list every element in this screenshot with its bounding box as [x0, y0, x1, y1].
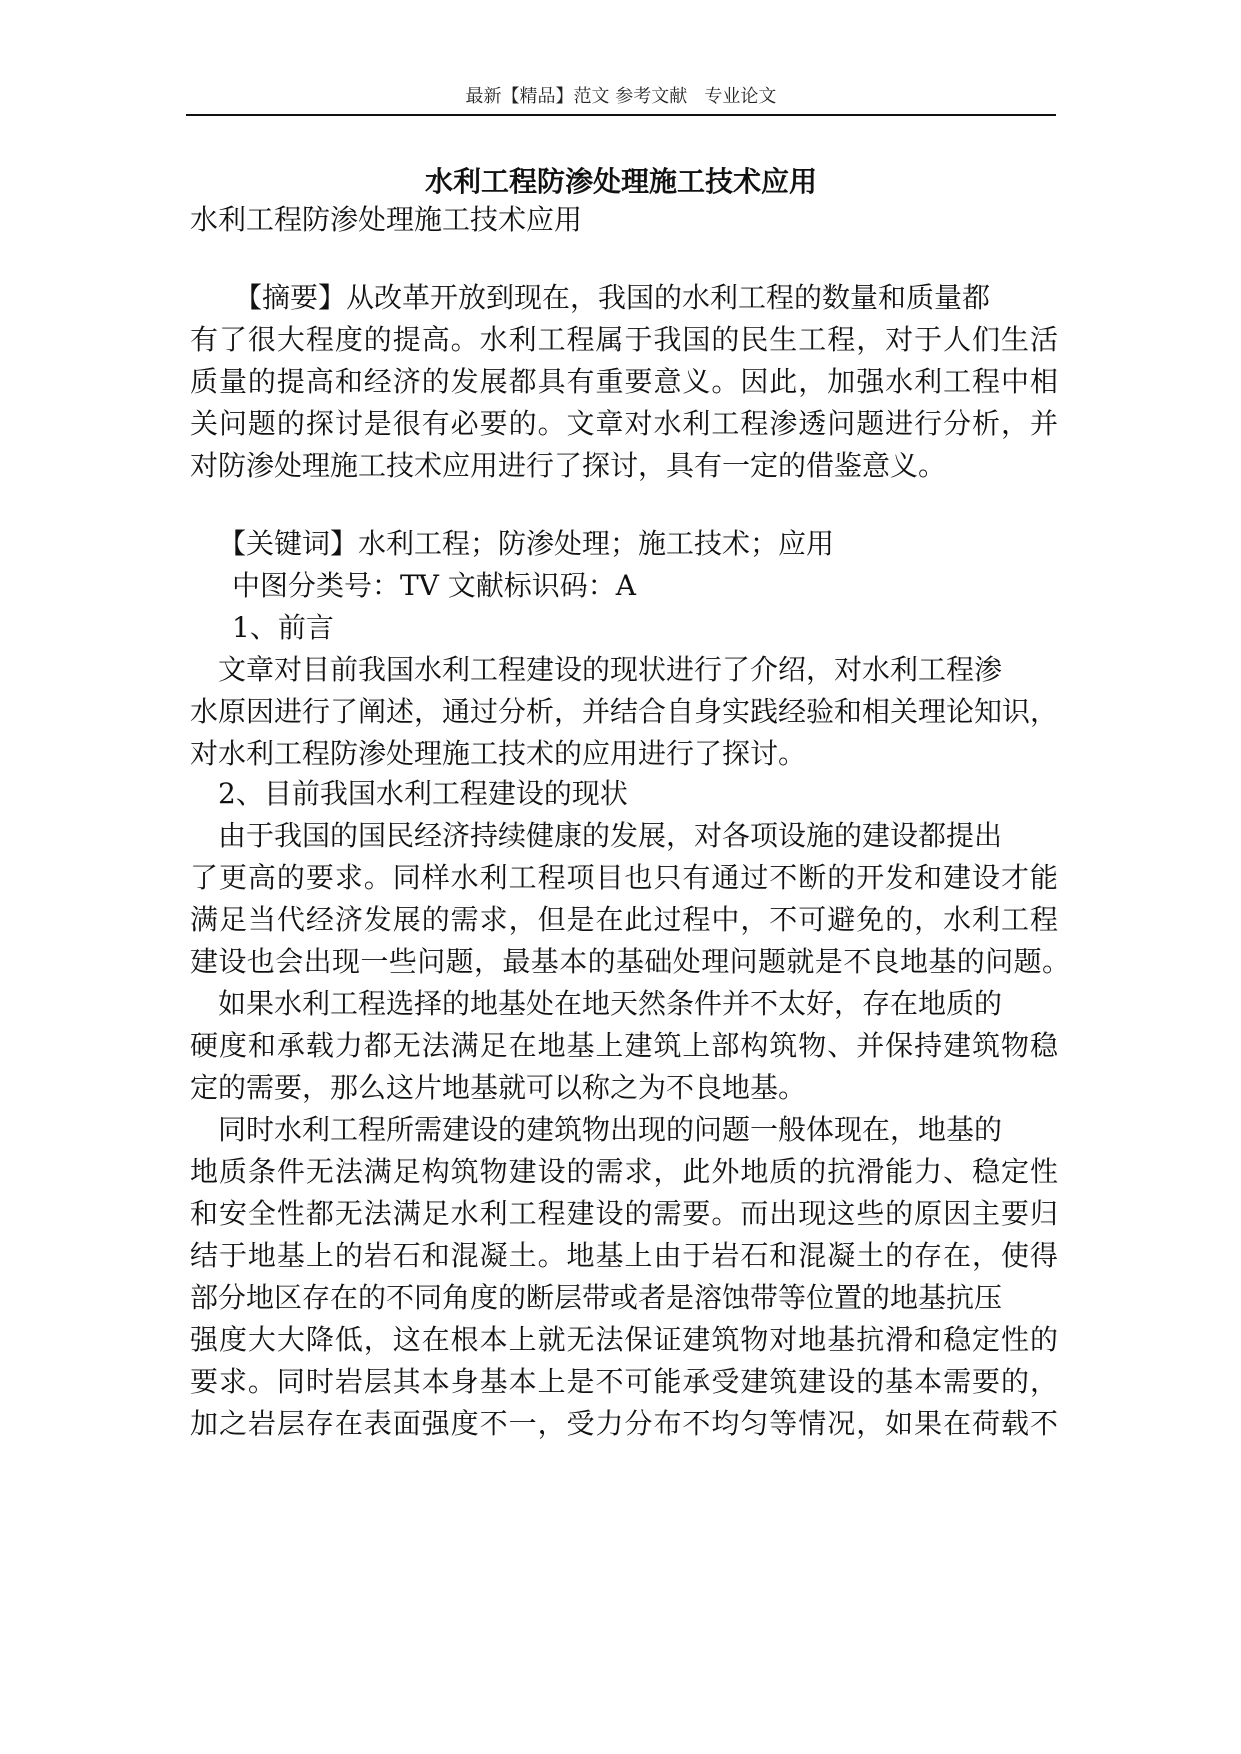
- paragraph-line: 同时水利工程所需建设的建筑物出现的问题一般体现在，地基的: [218, 1113, 1003, 1146]
- running-header: 最新【精品】范文 参考文献 专业论文: [465, 86, 777, 107]
- paragraph-line: 地质条件无法满足构筑物建设的需求，此外地质的抗滑能力、稳定性: [190, 1155, 1058, 1188]
- paragraph-line: 部分地区存在的不同角度的断层带或者是溶蚀带等位置的地基抗压: [190, 1281, 1003, 1314]
- paragraph-line: 了更高的要求。同样水利工程项目也只有通过不断的开发和建设才能: [190, 861, 1058, 894]
- paragraph-line: 要求。同时岩层其本身基本上是不可能承受建筑建设的基本需要的，: [190, 1365, 1058, 1398]
- paragraph-line: 定的需要，那么这片地基就可以称之为不良地基。: [190, 1071, 807, 1104]
- header-divider: [186, 114, 1056, 116]
- paragraph-line: 结于地基上的岩石和混凝土。地基上由于岩石和混凝土的存在，使得: [190, 1239, 1058, 1272]
- classification-line: 中图分类号：TV 文献标识码：A: [232, 569, 637, 602]
- paragraph-line: 水原因进行了阐述，通过分析，并结合自身实践经验和相关理论知识，: [190, 695, 1059, 728]
- paragraph-line: 满足当代经济发展的需求，但是在此过程中，不可避免的，水利工程: [190, 903, 1058, 936]
- abstract-line: 【摘要】从改革开放到现在，我国的水利工程的数量和质量都: [234, 281, 991, 314]
- keywords-line: 【关键词】水利工程；防渗处理；施工技术；应用: [218, 527, 835, 560]
- paragraph-line: 硬度和承载力都无法满足在地基上建筑上部构筑物、并保持建筑物稳: [190, 1029, 1058, 1062]
- paragraph-line: 对水利工程防渗处理施工技术的应用进行了探讨。: [190, 737, 807, 770]
- abstract-line: 对防渗处理施工技术应用进行了探讨，具有一定的借鉴意义。: [190, 449, 947, 482]
- abstract-line: 有了很大程度的提高。水利工程属于我国的民生工程，对于人们生活: [190, 323, 1058, 356]
- abstract-line: 质量的提高和经济的发展都具有重要意义。因此，加强水利工程中相: [190, 365, 1058, 398]
- subtitle-line: 水利工程防渗处理施工技术应用: [190, 203, 583, 236]
- paragraph-line: 建设也会出现一些问题，最基本的基础处理问题就是不良地基的问题。: [190, 945, 1070, 978]
- abstract-line: 关问题的探讨是很有必要的。文章对水利工程渗透问题进行分析，并: [190, 407, 1058, 440]
- paragraph-line: 和安全性都无法满足水利工程建设的需要。而出现这些的原因主要归: [190, 1197, 1058, 1230]
- paragraph-line: 由于我国的国民经济持续健康的发展，对各项设施的建设都提出: [218, 819, 1003, 852]
- section-heading: 1、前言: [232, 611, 334, 644]
- paragraph-line: 文章对目前我国水利工程建设的现状进行了介绍，对水利工程渗: [218, 653, 1003, 686]
- section-heading: 2、目前我国水利工程建设的现状: [218, 777, 628, 810]
- paragraph-line: 如果水利工程选择的地基处在地天然条件并不太好，存在地质的: [218, 987, 1003, 1020]
- paragraph-line: 加之岩层存在表面强度不一，受力分布不均匀等情况，如果在荷载不: [190, 1407, 1058, 1440]
- paragraph-line: 强度大大降低，这在根本上就无法保证建筑物对地基抗滑和稳定性的: [190, 1323, 1058, 1356]
- document-title: 水利工程防渗处理施工技术应用: [424, 165, 817, 198]
